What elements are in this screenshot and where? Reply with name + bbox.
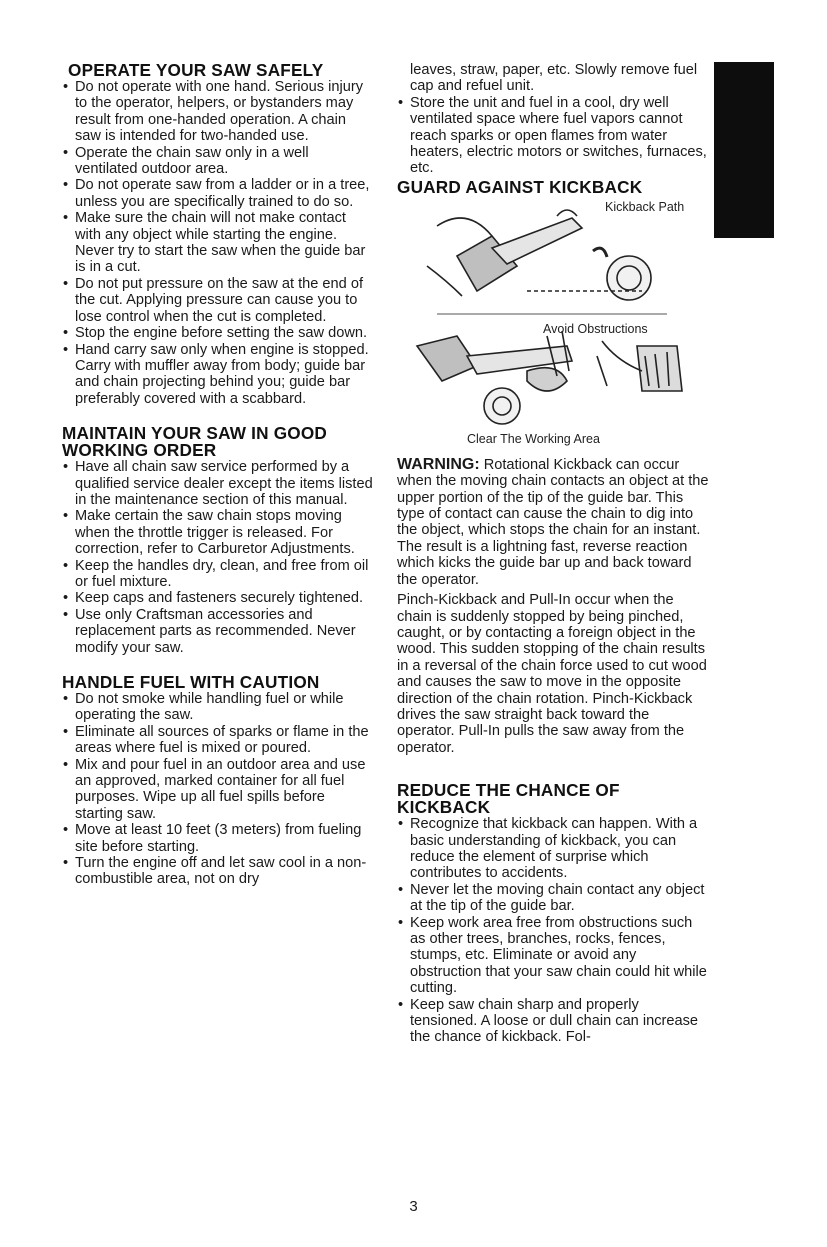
heading-line: KICKBACK <box>397 797 491 818</box>
list-item: • Eliminate all sources of sparks or flame in the areas where fuel is mixed or poured. <box>62 724 374 757</box>
warning-text: Rotational Kickback can occur when the moving chain contacts an object at the upper portion of the tip of the guide bar. This type of contact can cause the chain to dig into the object, which stops the chain for an instant. The result is a lightning fast, reverse reaction which kicks the guide bar up and back toward the operator. <box>397 456 709 588</box>
list-item: • Stop the engine before setting the saw down. <box>62 325 374 341</box>
list-item: • Never let the moving chain contact any object at the tip of the guide bar. <box>397 882 709 915</box>
continued-text: leaves, straw, paper, etc. Slowly remove fuel cap and refuel unit. <box>410 62 698 95</box>
heading-guard-kickback: GUARD AGAINST KICKBACK <box>397 176 643 197</box>
label-kickback-path: Kickback Path <box>605 199 685 214</box>
list-item: • Do not smoke while handling fuel or while operating the saw. <box>62 691 374 724</box>
list-item: • Make certain the saw chain stops moving when the throttle trigger is released. For correction, refer to Carburetor Adjustments. <box>62 508 374 557</box>
list-item: • Have all chain saw service performed by a qualified service dealer except the items listed in the maintenance section of this manual. <box>62 459 374 508</box>
list-item: • Do not put pressure on the saw at the end of the cut. Applying pressure can cause you to lose control when the cut is completed. <box>62 276 374 325</box>
section-tab-marker <box>714 62 774 238</box>
list-item: • Mix and pour fuel in an outdoor area and use an approved, marked container for all fuel purposes. Wipe up all fuel spills before starting saw. <box>62 757 374 823</box>
pinch-paragraph: Pinch-Kickback and Pull-In occur when the chain is suddenly stopped by being pinched, caught, or by contacting a foreign object in the wood. This sudden stopping of the chain results in a reversal of the chain force used to cut wood and causes the saw to move in the opposite direction of the chain rotation. Pinch-Kickback drives the saw straight back toward the operator. Pull-In pulls the saw away from the operator. <box>397 592 707 756</box>
list-item: • Keep work area free from obstructions such as other trees, branches, rocks, fences, stumps, etc. Eliminate or avoid any obstruction that your saw chain could hit while cutting. <box>397 915 709 997</box>
heading-reduce-kickback <box>397 782 709 816</box>
list-item: • Operate the chain saw only in a well ventilated outdoor area. <box>62 145 374 178</box>
handle-fuel-list <box>62 691 374 888</box>
kickback-path-illustration <box>427 210 651 300</box>
list-item: • Use only Craftsman accessories and replacement parts as recommended. Never modify your saw. <box>62 607 374 656</box>
list-item: • Do not operate with one hand. Serious injury to the operator, helpers, or bystanders may result from one-handed operation. A chain saw is intended for two-handed use. <box>62 79 374 145</box>
reduce-kickback-list <box>397 816 709 1046</box>
label-avoid-obstructions: Avoid Obstructions <box>543 321 648 336</box>
list-item: • Keep saw chain sharp and properly tensioned. A loose or dull chain can increase the chance of kickback. Fol- <box>397 997 709 1046</box>
obstructions-illustration <box>417 331 682 424</box>
store-list <box>397 95 709 177</box>
heading-handle-fuel: HANDLE FUEL WITH CAUTION <box>62 672 320 692</box>
heading-operate-safely: OPERATE YOUR SAW SAFELY <box>68 60 324 80</box>
page-number: 3 <box>409 1198 418 1215</box>
label-clear-working-area: Clear The Working Area <box>467 431 600 446</box>
list-item: • Hand carry saw only when engine is stopped. Carry with muffler away from body; guide bar and chain projecting behind you; guide bar preferably covered with a scabbard. <box>62 342 374 408</box>
heading-maintain-saw <box>62 425 374 459</box>
left-column <box>62 62 374 888</box>
heading-line: MAINTAIN YOUR SAW IN GOOD <box>62 423 328 444</box>
list-item: • Do not operate saw from a ladder or in a tree, unless you are specifically trained to do so. <box>62 177 374 210</box>
list-item: • Keep the handles dry, clean, and free from oil or fuel mixture. <box>62 558 374 591</box>
list-item: • Store the unit and fuel in a cool, dry well ventilated space where fuel vapors cannot reach sparks or open flames from water heaters, electric motors or switches, furnaces, etc. <box>397 95 709 177</box>
list-item: • Turn the engine off and let saw cool in a non-combustible area, not on dry <box>62 855 374 888</box>
kickback-illustration <box>397 196 709 451</box>
heading-line: WORKING ORDER <box>62 440 217 461</box>
operate-safely-list <box>62 79 374 407</box>
list-item: • Move at least 10 feet (3 meters) from fueling site before starting. <box>62 822 374 855</box>
list-item: • Make sure the chain will not make contact with any object while starting the engine. Never try to start the saw when the guide bar is in a cut. <box>62 210 374 276</box>
maintain-saw-list <box>62 459 374 656</box>
warning-paragraph <box>397 457 709 588</box>
warning-label: WARNING: <box>397 455 480 473</box>
list-item: • Recognize that kickback can happen. With a basic understanding of kickback, you can reduce the element of surprise which contributes to accidents. <box>397 816 709 882</box>
heading-line: REDUCE THE CHANCE OF <box>397 780 620 801</box>
list-item: • Keep caps and fasteners securely tightened. <box>62 590 374 606</box>
right-column <box>397 62 709 1046</box>
